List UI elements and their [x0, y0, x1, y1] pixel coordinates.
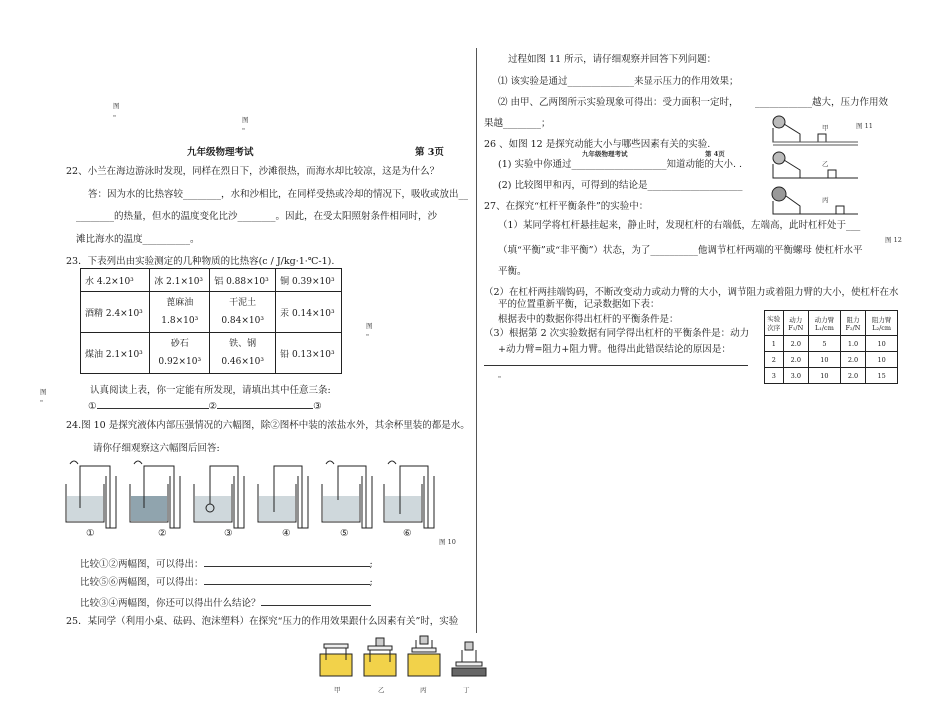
compare-text: 比较③④两幅图，你还可以得出什么结论？: [80, 598, 261, 609]
q22-answer-line3: 滩比海水的温度__________。: [76, 234, 200, 245]
table-cell: 煤油 2.1×10³: [81, 333, 150, 374]
table-cell: 5: [809, 336, 841, 352]
table-cell: 10: [809, 352, 841, 368]
q24-compare-1: 比较①②两幅图，可以得出： ;: [80, 559, 373, 570]
column-divider: [476, 48, 477, 633]
table-cell: 2: [765, 352, 784, 368]
table-row: [765, 368, 898, 384]
overlay-header-page: 第 4页: [705, 150, 725, 158]
table-header: 阻力 F₂/N: [840, 311, 865, 336]
pressure-experiment-figure: [318, 634, 490, 684]
table-cell: 3.0: [783, 368, 808, 384]
bottom-label-3: 丙: [420, 686, 427, 694]
table-header: 实验次序: [765, 311, 784, 336]
table-cell: 铜 0.39×10³: [276, 269, 342, 292]
table-header: 动力臂 L₁/cm: [809, 311, 841, 336]
answer-blank[interactable]: [217, 399, 313, 409]
fig-label-6: ⑥: [403, 528, 412, 539]
fig-label-2: ②: [158, 528, 167, 539]
answer-blank[interactable]: [204, 575, 370, 585]
table-cell: 铅 0.13×10³: [276, 333, 342, 374]
answer-line[interactable]: [484, 365, 748, 366]
fig-label-3: ③: [224, 528, 233, 539]
table-cell-name: 干泥土: [229, 298, 257, 308]
q24-compare-3: [80, 596, 371, 610]
ramp-setup-1: [773, 116, 858, 145]
table-cell-name: 铁、钢: [229, 339, 257, 349]
q27-part1c: 平衡。: [498, 266, 527, 277]
q25-part2a: ⑵ 由甲、乙两图所示实验现象可得出：受力面积一定时，: [498, 97, 739, 108]
answer-blank[interactable]: [261, 596, 371, 606]
table-cell: [210, 292, 276, 333]
table-header: 阻力臂 L₂/cm: [866, 311, 898, 336]
q23-read-prompt: 认真阅读上表，你一定能有所发现，请填出其中任意三条:: [90, 385, 331, 396]
q27-part2a: （2）在杠杆两挂端钩码，不断改变动力或动力臂的大小，调节阻力或着阻力臂的大小，使杠杆在水: [484, 287, 899, 298]
probe-setup-5: [322, 461, 372, 528]
page-header-number: 第 3页: [415, 147, 444, 158]
ramp-setup-3: [772, 187, 858, 214]
table-cell: 铝 0.88×10³: [210, 269, 276, 292]
table-header: 动力 F₁/N: [783, 311, 808, 336]
side-mark-dot: ": [40, 399, 43, 407]
q22-answer-line1: 答：因为水的比热容较________，水和沙相比，在同样受热或冷却的情况下，吸收或放出__: [88, 189, 469, 200]
table-cell: 冰 2.1×10³: [150, 269, 210, 292]
side-mark-dot: ": [366, 333, 369, 341]
figure-11-ramp-diagrams: [770, 112, 860, 222]
q25-part2b: ____________越大，压力作用效: [755, 97, 889, 108]
q26-part2: (2) 比较图甲和丙，可得到的结论是____________________: [498, 180, 743, 191]
q25-line: 25．某同学（利用小桌、砝码、泡沫塑料）在探究“压力的作用效果跟什么因素有关”时，实验: [66, 616, 459, 627]
foam-setup-2: [364, 638, 396, 676]
q25-part1: ⑴ 该实验是通过______________来显示压力的作用效果；: [498, 76, 739, 87]
probe-setup-3: [194, 466, 244, 528]
q24-question: 24.图 10 是探究液体内部压强情况的六幅图，除②图杯中装的浓盐水外，其余杯里装的都是水。: [66, 420, 470, 431]
fig-label-1: ①: [86, 528, 95, 539]
compare-text: 比较①②两幅图，可以得出：: [80, 559, 204, 570]
bottom-label-4: 丁: [463, 686, 470, 694]
figure-placeholder: 图: [113, 102, 120, 110]
foam-setup-3: [408, 636, 440, 676]
fig-label-4: ④: [282, 528, 291, 539]
circle-number: ①: [88, 401, 97, 412]
q22-question: 22、小兰在海边游泳时发现，同样在烈日下，沙滩很热，而海水却比较凉，这是为什么？: [66, 166, 440, 177]
ramp-label-3: 丙: [822, 196, 829, 204]
answer-blank[interactable]: [204, 557, 370, 567]
bottom-label-1: 甲: [334, 686, 341, 694]
placeholder-dot: ": [498, 375, 501, 383]
table-cell: 2.0: [783, 352, 808, 368]
q27-part1: （1）某同学将杠杆悬挂起来，静止时，发现杠杆的右端低，左端高，此时杠杆处于___: [498, 220, 861, 231]
foam-setup-4: [452, 642, 486, 676]
q27-part1b: （填“平衡”或“非平衡”）状态，为了__________他调节杠杆两端的平衡螺母 使杠杆水平: [498, 245, 863, 256]
circle-number: ②: [208, 401, 218, 412]
ramp-label-2: 乙: [822, 160, 829, 168]
q27-part3b: +动力臂=阻力+阻力臂。他得出此错误结论的原因是：: [498, 344, 731, 355]
answer-blank[interactable]: [97, 399, 209, 409]
q27-part2c: 根据表中的数据你得出杠杆的平衡条件是：: [498, 314, 679, 325]
q25-part2c: 果越________；: [484, 118, 551, 129]
q27-part2b: 平的位置重新平衡，记录数据如下表：: [498, 299, 660, 310]
table-cell: 10: [809, 368, 841, 384]
foam-setup-1: [320, 644, 352, 676]
table-cell: 3: [765, 368, 784, 384]
q23-question: 23．下表列出由实验测定的几种物质的比热容(c / J/kg·1·℃-1).: [66, 256, 335, 267]
table-cell-name: 砂石: [170, 339, 189, 349]
table-cell: [210, 333, 276, 374]
q25-continue: 过程如图 11 所示，请仔细观察并回答下列问题：: [508, 54, 717, 65]
placeholder-dot: ": [113, 114, 116, 122]
table-cell: 1: [765, 336, 784, 352]
lever-data-table: [764, 310, 898, 384]
q27-question: 27、在探究“杠杆平衡条件”的实验中：: [484, 201, 649, 212]
specific-heat-table: [80, 268, 342, 374]
table-cell: 2.0: [783, 336, 808, 352]
table-cell: 15: [866, 368, 898, 384]
table-cell: 1.0: [840, 336, 865, 352]
table-cell: 2.0: [840, 352, 865, 368]
table-row: [765, 336, 898, 352]
probe-setup-6: [384, 461, 434, 528]
q23-answer-blanks: [88, 399, 322, 413]
table-cell-value: 0.84×10³: [221, 316, 264, 326]
probe-setup-2: [130, 461, 180, 528]
q22-answer-line2: ________的热量，但水的温度变化比沙________。因此，在受太阳照射条件相同时，沙: [76, 211, 438, 222]
fig-label-5: ⑤: [340, 528, 349, 539]
bottom-label-2: 乙: [378, 686, 385, 694]
table-cell-value: 1.8×10³: [161, 316, 199, 326]
circle-number: ③: [313, 401, 322, 412]
table-cell: 2.0: [840, 368, 865, 384]
probe-setup-4: [258, 466, 308, 528]
figure-11-caption: 图 11: [856, 122, 873, 130]
table-cell-value: 0.92×10³: [158, 357, 202, 367]
overlay-header-title: 九年级物理考试: [582, 150, 628, 158]
q24-instruction: 请你仔细观察这六幅图后回答:: [93, 443, 220, 454]
table-cell: 10: [866, 336, 898, 352]
figure-12-caption: 图 12: [885, 236, 902, 244]
table-row: [765, 352, 898, 368]
table-cell-value: 0.46×10³: [221, 357, 264, 367]
figure-placeholder: 图: [242, 116, 249, 124]
figure-10-pressure-diagrams: [60, 456, 440, 542]
q26-part1: (1) 实验中你通过____________________知道动能的大小. .: [498, 159, 743, 170]
table-cell: 汞 0.14×10³: [276, 292, 342, 333]
table-cell: 水 4.2×10³: [81, 269, 150, 292]
side-mark: 图: [366, 322, 373, 330]
q24-compare-2: 比较⑤⑥两幅图，可以得出： ;: [80, 577, 373, 588]
table-cell: [150, 292, 210, 333]
q26-question: 26 、如图 12 是探究动能大小与哪些因素有关的实验.: [484, 139, 711, 150]
placeholder-dot: ": [242, 127, 245, 135]
page-header-title: 九年级物理考试: [187, 147, 254, 158]
side-mark: 图: [40, 388, 47, 396]
table-cell: 酒精 2.4×10³: [81, 292, 150, 333]
table-cell: [150, 333, 210, 374]
ramp-setup-2: [773, 152, 858, 178]
compare-text: 比较⑤⑥两幅图，可以得出：: [80, 577, 204, 588]
figure-10-caption: 图 10: [439, 538, 456, 546]
q27-part3a: （3）根据第 2 次实验数据有同学得出杠杆的平衡条件是：动力: [484, 328, 750, 339]
ramp-label-1: 甲: [822, 124, 829, 132]
table-cell: 10: [866, 352, 898, 368]
probe-setup-1: [66, 461, 116, 528]
table-cell-name: 蓖麻油: [166, 298, 194, 308]
